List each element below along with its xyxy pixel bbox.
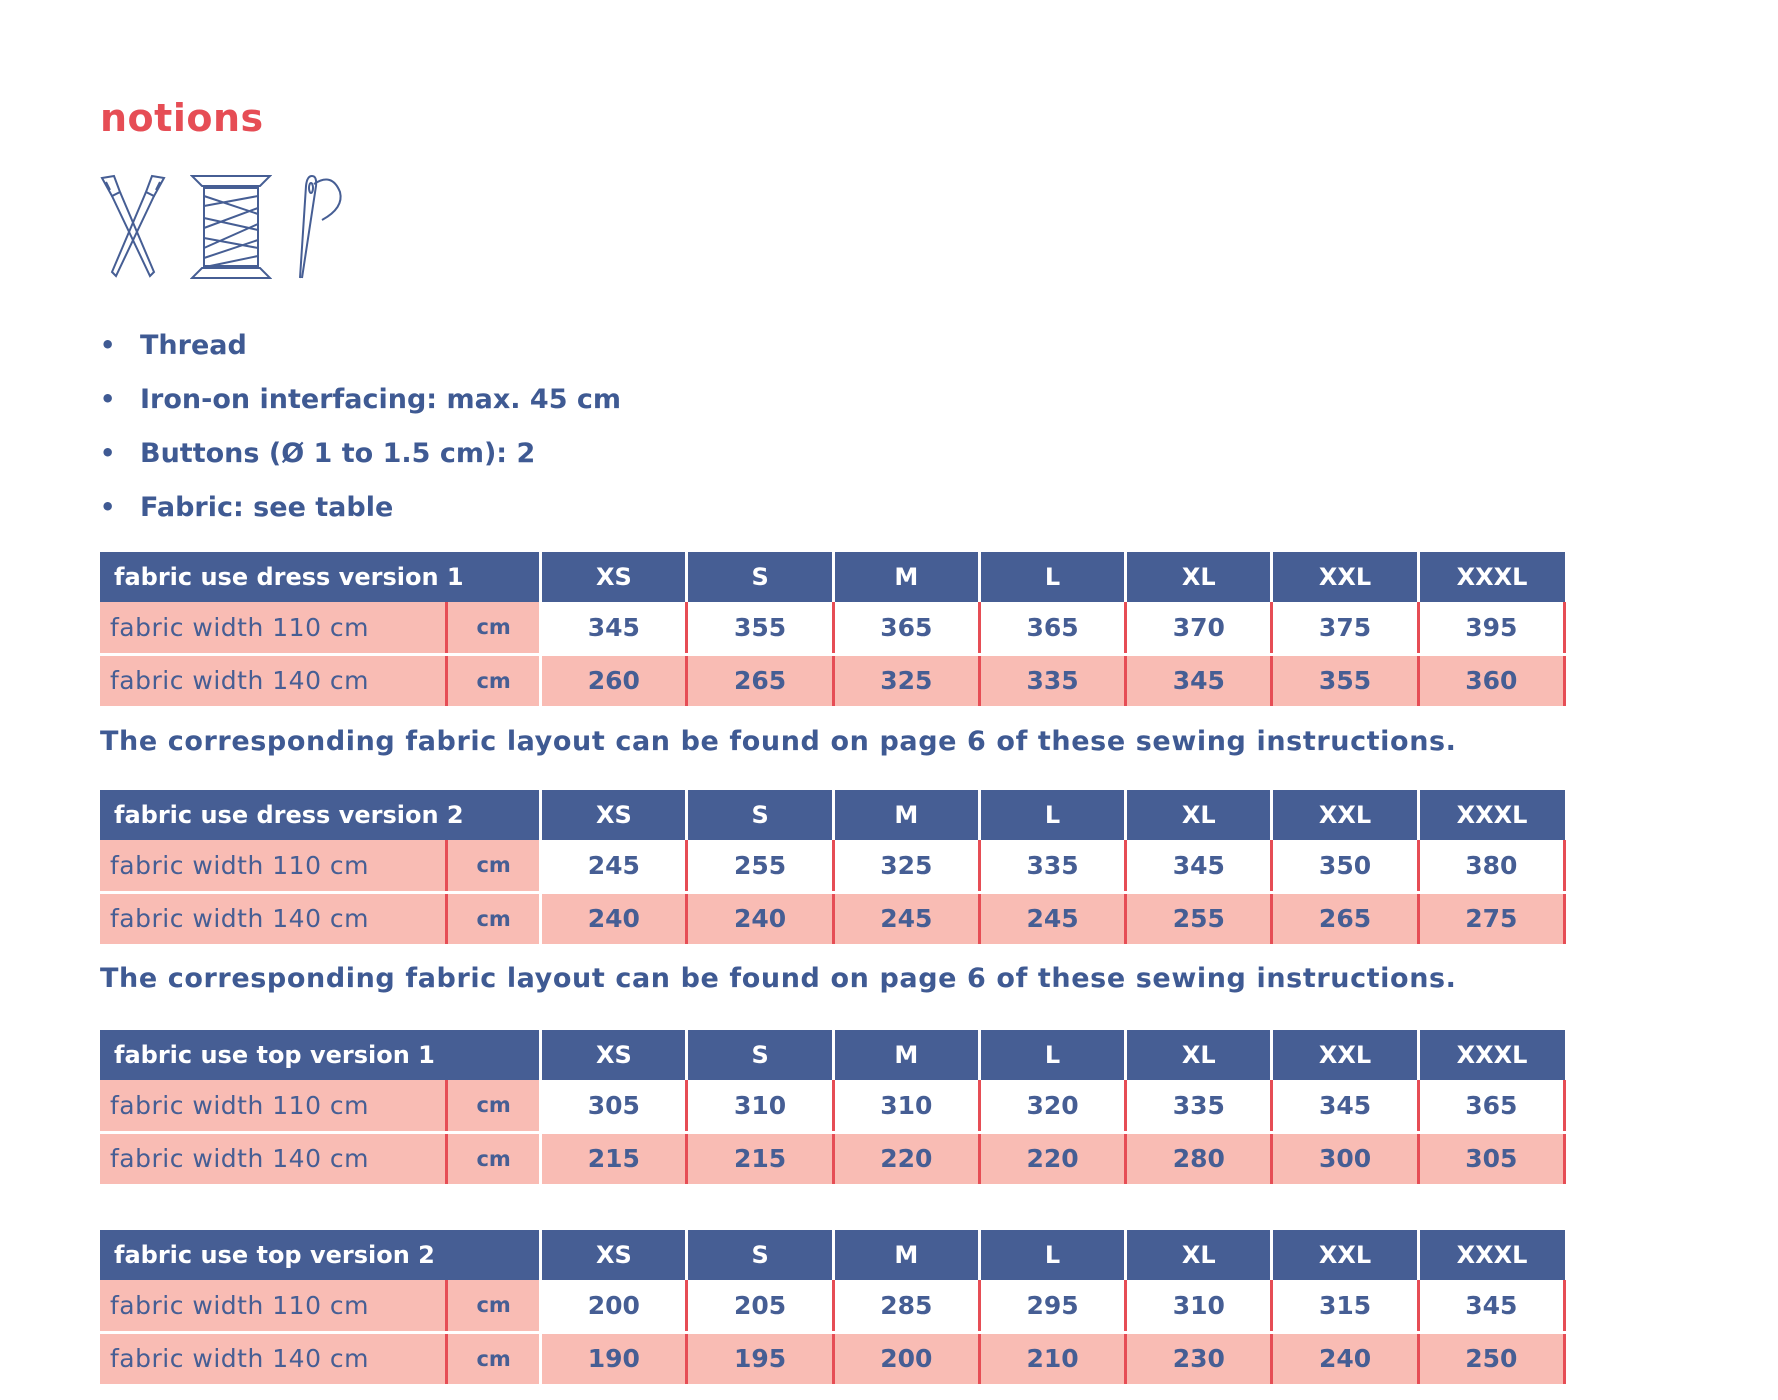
fabric-amount-cell: 285 <box>833 1280 979 1332</box>
unit-label: cm <box>447 892 541 944</box>
size-header: XS <box>541 1030 687 1080</box>
fabric-amount-cell: 380 <box>1418 840 1564 892</box>
bullet-icon: • <box>100 331 116 359</box>
fabric-amount-cell: 250 <box>1418 1332 1564 1384</box>
bullet-icon: • <box>100 439 116 467</box>
notion-item <box>98 426 621 480</box>
size-header: S <box>687 1230 833 1280</box>
fabric-amount-cell: 255 <box>687 840 833 892</box>
fabric-amount-cell: 335 <box>979 654 1125 706</box>
table-row <box>100 892 1565 944</box>
fabric-amount-cell: 345 <box>1126 654 1272 706</box>
fabric-layout-note: The corresponding fabric layout can be found on page 6 of these sewing instructions. <box>100 726 1457 757</box>
size-header: XS <box>541 790 687 840</box>
table-row <box>100 1080 1565 1132</box>
fabric-width-label: fabric width 110 cm <box>100 1280 447 1332</box>
fabric-amount-cell: 320 <box>979 1080 1125 1132</box>
size-header: M <box>833 552 979 602</box>
size-header: XXL <box>1272 1230 1418 1280</box>
size-header: M <box>833 1030 979 1080</box>
table-row <box>100 1280 1565 1332</box>
fabric-amount-cell: 200 <box>833 1332 979 1384</box>
fabric-amount-cell: 295 <box>979 1280 1125 1332</box>
needle-icon <box>292 174 352 280</box>
table-title: fabric use top version 1 <box>100 1030 541 1080</box>
notion-text: Iron-on interfacing: max. 45 cm <box>140 383 622 415</box>
size-header: S <box>687 1030 833 1080</box>
fabric-layout-note: The corresponding fabric layout can be found on page 6 of these sewing instructions. <box>100 963 1457 994</box>
fabric-amount-cell: 220 <box>833 1132 979 1184</box>
size-header: M <box>833 790 979 840</box>
fabric-amount-cell: 300 <box>1272 1132 1418 1184</box>
fabric-amount-cell: 365 <box>1418 1080 1564 1132</box>
fabric-amount-cell: 345 <box>1126 840 1272 892</box>
unit-label: cm <box>447 654 541 706</box>
fabric-amount-cell: 360 <box>1418 654 1564 706</box>
size-header: L <box>979 1230 1125 1280</box>
fabric-amount-cell: 280 <box>1126 1132 1272 1184</box>
fabric-amount-cell: 205 <box>687 1280 833 1332</box>
fabric-use-table <box>100 790 1566 944</box>
size-header: XXXL <box>1418 790 1564 840</box>
fabric-amount-cell: 315 <box>1272 1280 1418 1332</box>
fabric-amount-cell: 345 <box>1418 1280 1564 1332</box>
notion-item <box>98 372 621 426</box>
size-header: L <box>979 552 1125 602</box>
size-header: XXXL <box>1418 1030 1564 1080</box>
table-row <box>100 1132 1565 1184</box>
fabric-amount-cell: 310 <box>833 1080 979 1132</box>
fabric-amount-cell: 265 <box>687 654 833 706</box>
fabric-amount-cell: 190 <box>541 1332 687 1384</box>
fabric-amount-cell: 325 <box>833 840 979 892</box>
fabric-width-label: fabric width 110 cm <box>100 840 447 892</box>
unit-label: cm <box>447 602 541 654</box>
fabric-amount-cell: 245 <box>833 892 979 944</box>
fabric-amount-cell: 215 <box>687 1132 833 1184</box>
notion-item <box>98 480 621 534</box>
size-header: S <box>687 552 833 602</box>
size-header: XL <box>1126 1030 1272 1080</box>
fabric-amount-cell: 365 <box>833 602 979 654</box>
fabric-amount-cell: 195 <box>687 1332 833 1384</box>
fabric-amount-cell: 375 <box>1272 602 1418 654</box>
table-row <box>100 840 1565 892</box>
fabric-amount-cell: 305 <box>541 1080 687 1132</box>
size-header: XXXL <box>1418 1230 1564 1280</box>
fabric-amount-cell: 240 <box>1272 1332 1418 1384</box>
fabric-use-table <box>100 552 1566 706</box>
fabric-amount-cell: 345 <box>1272 1080 1418 1132</box>
fabric-use-table <box>100 1230 1566 1384</box>
fabric-width-label: fabric width 140 cm <box>100 892 447 944</box>
fabric-amount-cell: 265 <box>1272 892 1418 944</box>
bullet-icon: • <box>100 493 116 521</box>
size-header: M <box>833 1230 979 1280</box>
table-title: fabric use dress version 1 <box>100 552 541 602</box>
fabric-width-label: fabric width 140 cm <box>100 1332 447 1384</box>
fabric-amount-cell: 255 <box>1126 892 1272 944</box>
bullet-icon: • <box>100 385 116 413</box>
fabric-amount-cell: 395 <box>1418 602 1564 654</box>
fabric-amount-cell: 325 <box>833 654 979 706</box>
fabric-amount-cell: 310 <box>687 1080 833 1132</box>
fabric-width-label: fabric width 110 cm <box>100 602 447 654</box>
fabric-amount-cell: 335 <box>1126 1080 1272 1132</box>
size-header: XL <box>1126 552 1272 602</box>
fabric-amount-cell: 350 <box>1272 840 1418 892</box>
fabric-amount-cell: 230 <box>1126 1332 1272 1384</box>
notions-icons <box>98 174 358 280</box>
fabric-amount-cell: 365 <box>979 602 1125 654</box>
page-title: notions <box>100 96 264 140</box>
notion-text: Buttons (Ø 1 to 1.5 cm): 2 <box>140 437 536 469</box>
notion-item <box>98 318 621 372</box>
fabric-amount-cell: 335 <box>979 840 1125 892</box>
table-row <box>100 1332 1565 1384</box>
fabric-amount-cell: 260 <box>541 654 687 706</box>
fabric-amount-cell: 210 <box>979 1332 1125 1384</box>
fabric-amount-cell: 200 <box>541 1280 687 1332</box>
fabric-amount-cell: 215 <box>541 1132 687 1184</box>
unit-label: cm <box>447 1132 541 1184</box>
notion-text: Fabric: see table <box>140 491 394 523</box>
fabric-amount-cell: 240 <box>687 892 833 944</box>
size-header: XS <box>541 552 687 602</box>
size-header: XXL <box>1272 552 1418 602</box>
fabric-amount-cell: 245 <box>979 892 1125 944</box>
fabric-amount-cell: 355 <box>687 602 833 654</box>
table-row <box>100 602 1565 654</box>
fabric-width-label: fabric width 140 cm <box>100 1132 447 1184</box>
unit-label: cm <box>447 1280 541 1332</box>
size-header: L <box>979 790 1125 840</box>
size-header: XXL <box>1272 1030 1418 1080</box>
fabric-amount-cell: 245 <box>541 840 687 892</box>
table-title: fabric use top version 2 <box>100 1230 541 1280</box>
size-header: S <box>687 790 833 840</box>
thread-spool-icon <box>190 174 272 280</box>
fabric-amount-cell: 370 <box>1126 602 1272 654</box>
fabric-amount-cell: 240 <box>541 892 687 944</box>
size-header: XL <box>1126 790 1272 840</box>
fabric-width-label: fabric width 140 cm <box>100 654 447 706</box>
notion-text: Thread <box>140 329 247 361</box>
size-header: XL <box>1126 1230 1272 1280</box>
size-header: XXL <box>1272 790 1418 840</box>
scissors-icon <box>98 174 168 280</box>
table-title: fabric use dress version 2 <box>100 790 541 840</box>
unit-label: cm <box>447 1080 541 1132</box>
size-header: XXXL <box>1418 552 1564 602</box>
fabric-width-label: fabric width 110 cm <box>100 1080 447 1132</box>
size-header: L <box>979 1030 1125 1080</box>
size-header: XS <box>541 1230 687 1280</box>
fabric-amount-cell: 275 <box>1418 892 1564 944</box>
fabric-amount-cell: 305 <box>1418 1132 1564 1184</box>
fabric-amount-cell: 355 <box>1272 654 1418 706</box>
unit-label: cm <box>447 840 541 892</box>
fabric-use-table <box>100 1030 1566 1184</box>
notions-list <box>98 318 621 534</box>
fabric-amount-cell: 310 <box>1126 1280 1272 1332</box>
unit-label: cm <box>447 1332 541 1384</box>
fabric-amount-cell: 345 <box>541 602 687 654</box>
fabric-amount-cell: 220 <box>979 1132 1125 1184</box>
table-row <box>100 654 1565 706</box>
